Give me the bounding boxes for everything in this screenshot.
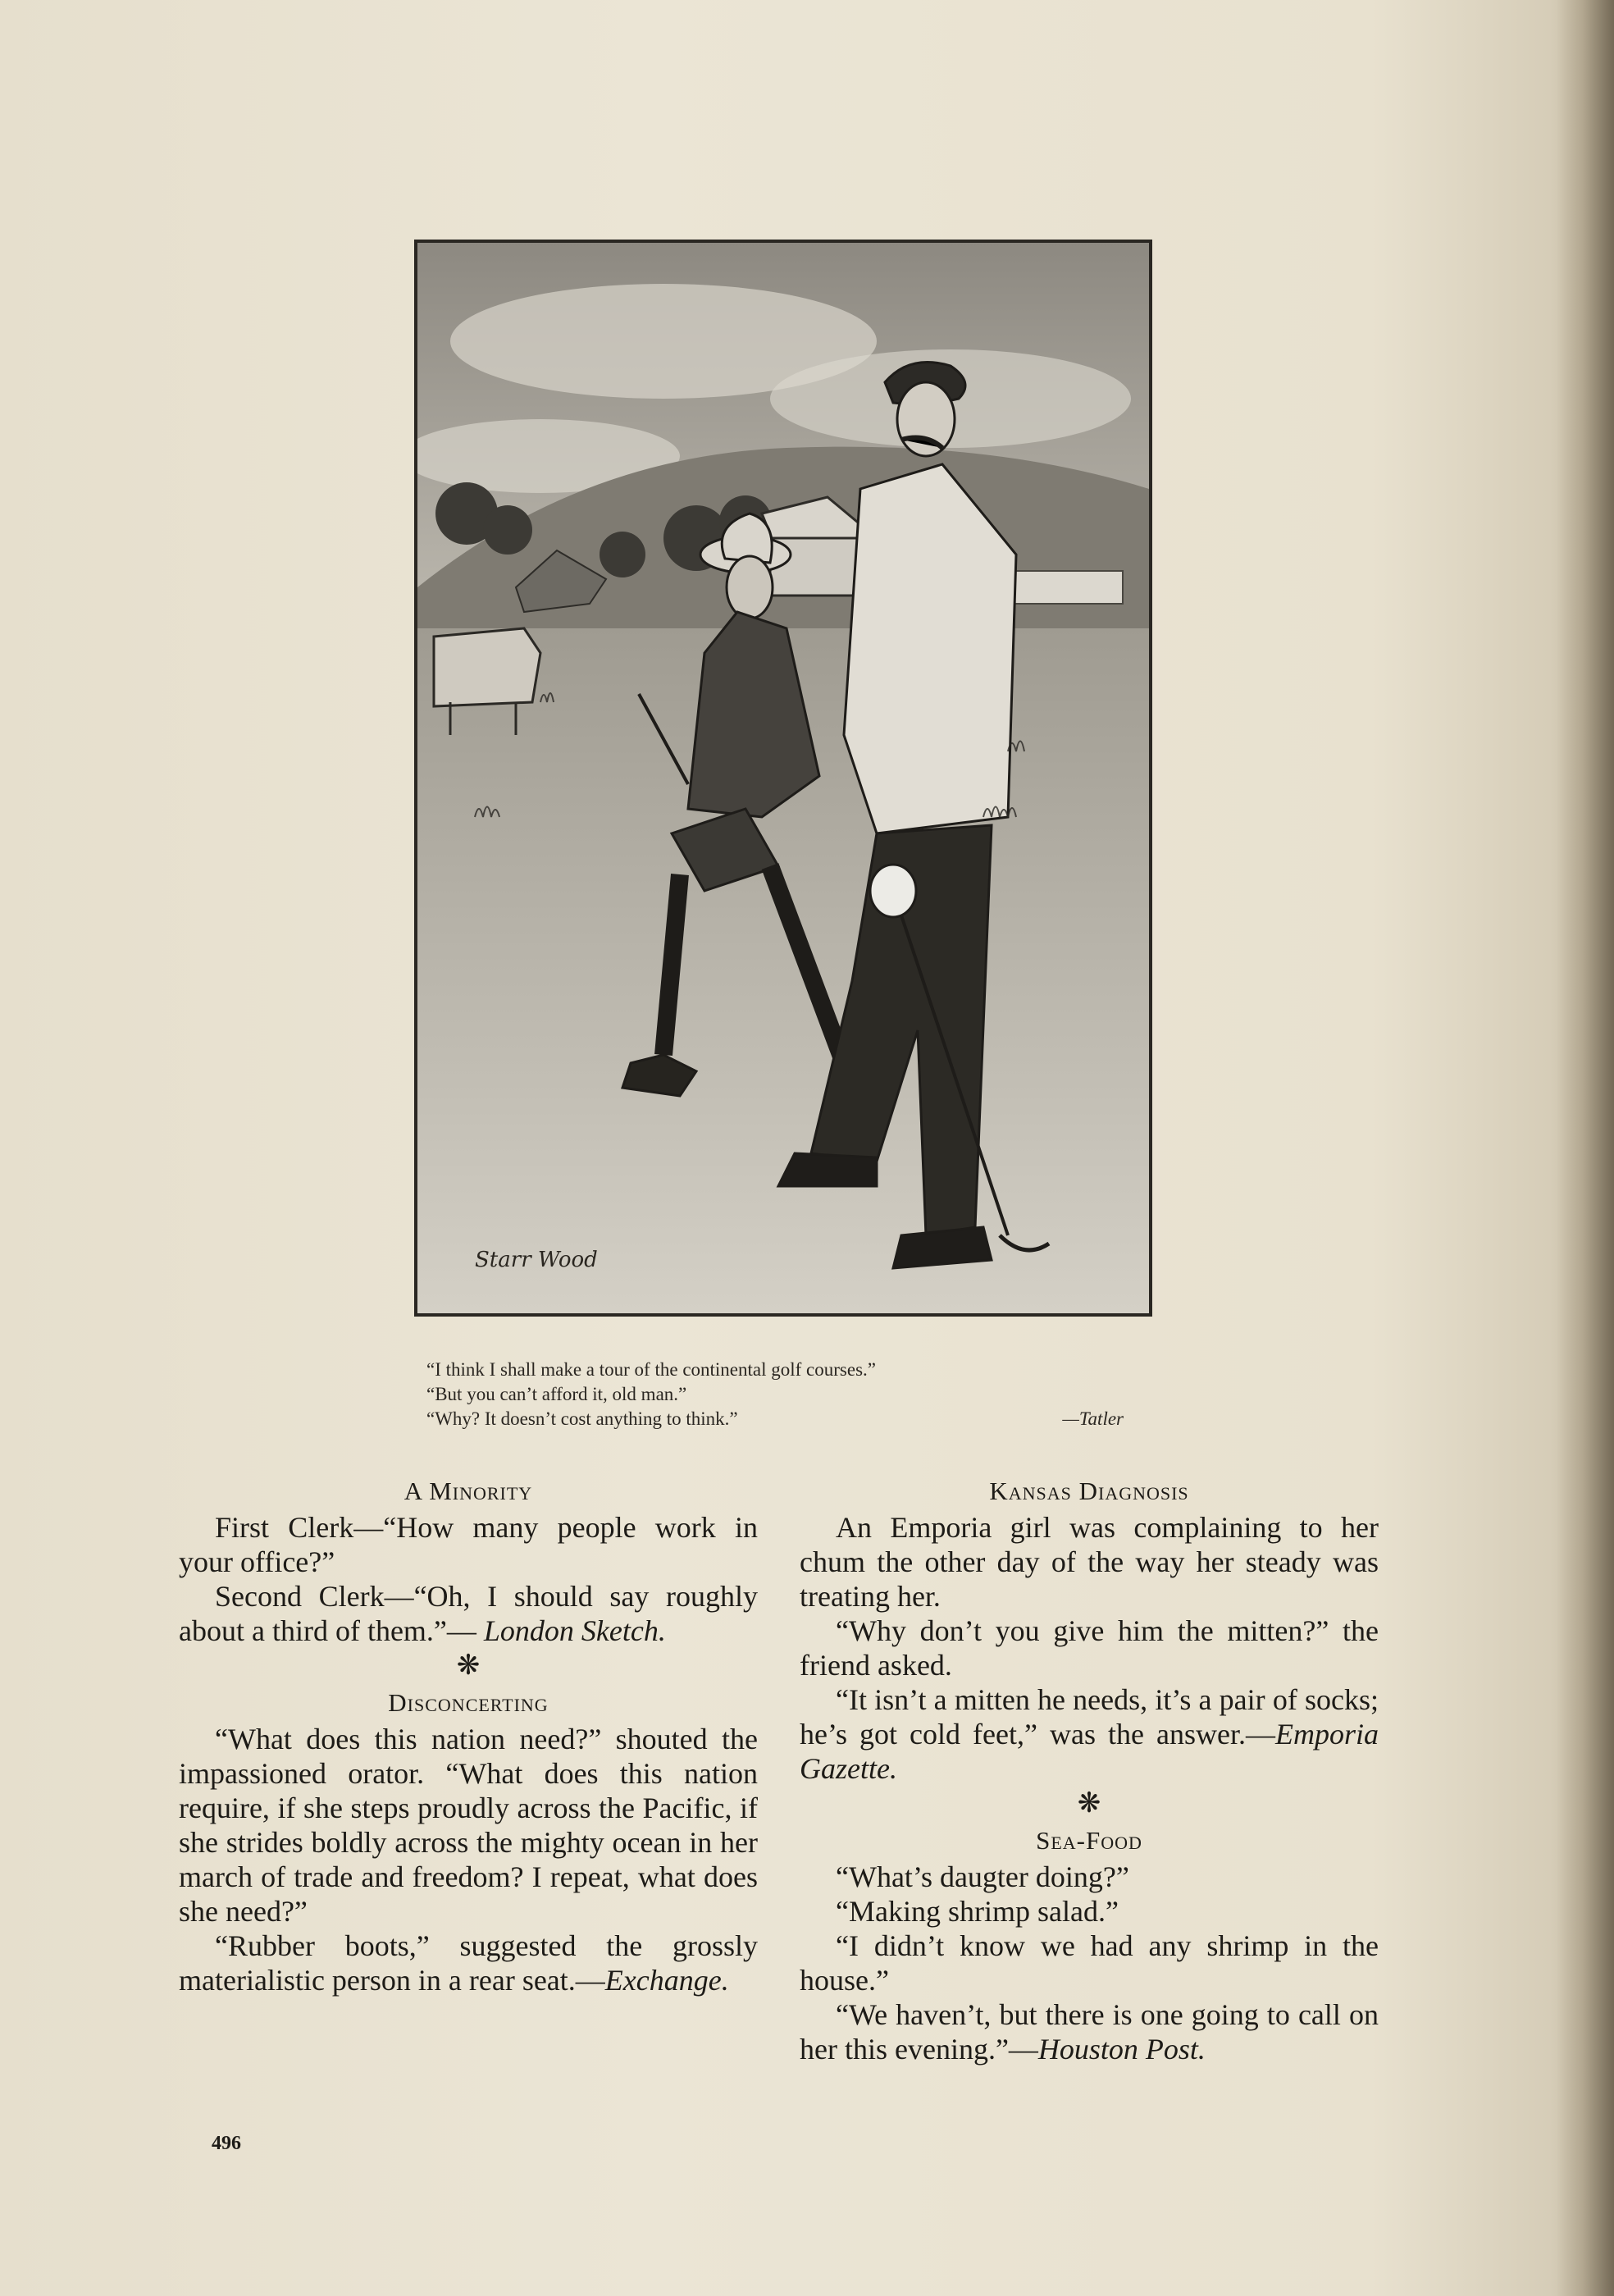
cartoon-illustration [414,240,1152,1317]
artist-signature: Starr Wood [475,1248,598,1272]
seafood-paragraph-3: “I didn’t know we had any shrimp in the house.” [800,1929,1379,1997]
separator-ornament: ❋ [1077,1788,1101,1819]
figure-caption [426,1358,1148,1431]
minority-text: Second Clerk—“Oh, I should say roughly about a third of them.”— [179,1580,758,1647]
seafood-source: Houston Post. [1037,2033,1206,2065]
page-spine-shadow [1557,0,1614,2296]
kansas-paragraph-1: An Emporia girl was complaining to her chum the other day of the way her steady was treating her. [800,1511,1379,1613]
seafood-title: Sea-Food [1036,1826,1142,1855]
left-column [179,1472,758,1997]
disconcerting-source: Exchange. [604,1964,729,1997]
minority-source: London Sketch. [483,1614,666,1647]
disconcerting-paragraph-2 [179,1929,758,1997]
seafood-paragraph-4 [800,1997,1379,2066]
kansas-source: Emporia Gazette. [800,1718,1379,1785]
caption-credit: —Tatler [1062,1408,1124,1429]
minority-title: A Minority [404,1477,533,1505]
right-column [800,1472,1379,2066]
seafood-text: “We haven’t, but there is one going to call on her this evening.”— [800,1998,1379,2065]
kansas-title: Kansas Diagnosis [989,1477,1189,1505]
disconcerting-paragraph-1: “What does this nation need?” shouted the impassioned orator. “What does this nation require, if she steps proudly across the Pacific, if she strides boldly across the mighty ocean in her march of trade and freedom? I repeat, what does she need?” [179,1723,758,1928]
kansas-text: “It isn’t a mitten he needs, it’s a pair of socks; he’s got cold feet,” was the answer.— [800,1683,1379,1751]
separator-ornament: ❋ [456,1650,481,1681]
caption-line-3: “Why? It doesn’t cost anything to think.” [426,1408,738,1429]
minority-paragraph-2 [179,1579,758,1648]
disconcerting-title: Disconcerting [388,1688,549,1717]
page-number: 496 [212,2133,241,2154]
disconcerting-text: “Rubber boots,” suggested the grossly materialistic person in a rear seat.— [179,1929,758,1997]
caption-line-2: “But you can’t afford it, old man.” [426,1384,687,1404]
kansas-paragraph-3 [800,1682,1379,1786]
kansas-paragraph-2: “Why don’t you give him the mitten?” the friend asked. [800,1614,1379,1682]
seafood-paragraph-2: “Making shrimp salad.” [836,1895,1119,1928]
golfers-cartoon [417,243,1149,1313]
caption-line-1: “I think I shall make a tour of the continental golf courses.” [426,1359,876,1380]
minority-paragraph-1: First Clerk—“How many people work in your office?” [179,1511,758,1578]
seafood-paragraph-1: “What’s daugter doing?” [836,1860,1129,1893]
